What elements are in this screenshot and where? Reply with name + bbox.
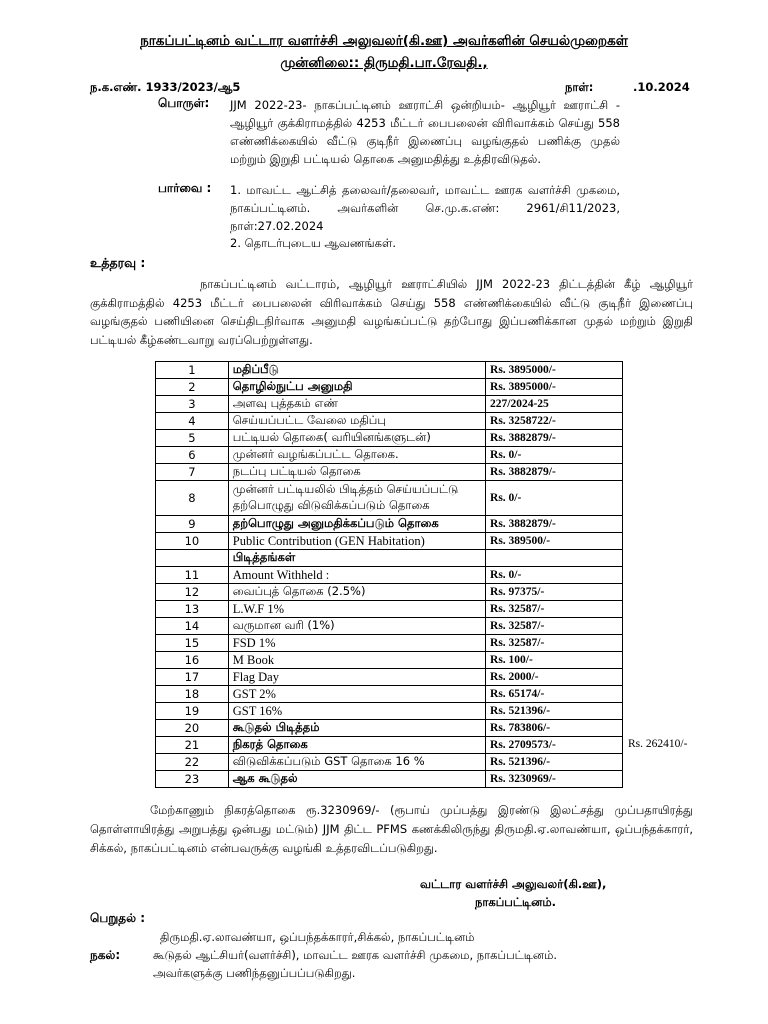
row-description: முன்னர் பட்டியலில் பிடித்தம் செய்யப்பட்டு தற்பொழுது விடுவிக்கப்படும் தொகை <box>228 481 485 516</box>
row-number: 22 <box>156 754 229 771</box>
final-paragraph <box>90 801 693 858</box>
row-amount: Rs. 3230969/- <box>486 771 623 788</box>
table-row <box>156 533 623 550</box>
table-row <box>156 618 623 635</box>
table-row <box>156 686 623 703</box>
row-number: 10 <box>156 533 229 550</box>
row-amount: Rs. 3882879/- <box>486 516 623 533</box>
row-amount: Rs. 3882879/- <box>486 464 623 481</box>
row-description: GST 16% <box>228 703 485 720</box>
subject-text: JJM 2022-23- நாகப்பட்டினம் ஊராட்சி ஒன்றியம்- ஆழியூர் ஊராட்சி - ஆழியூர் குக்கிராமத்தில் 4253 மீட்டர் பைபலைன் விரிவாக்கம் செய்து 558 எண்ணிக்கையில் வீட்டு குடிநீர் இணைப்பு வழங்குதல் பணிக்கு முதல் மற்றும் இறுதி பட்டியல் தொகை அனுமதித்து உத்திரவிடுதல். <box>230 98 620 166</box>
row-number: 2 <box>156 379 229 396</box>
row-amount: Rs. 0/- <box>486 481 623 516</box>
row-description: அளவு புத்தகம் எண் <box>228 396 485 413</box>
row-description: பட்டியல் தொகை( வரியினங்களுடன்) <box>228 430 485 447</box>
row-number: 5 <box>156 430 229 447</box>
row-amount: Rs. 0/- <box>486 447 623 464</box>
row-number: 7 <box>156 464 229 481</box>
row-description: நடப்பு பட்டியல் தொகை <box>228 464 485 481</box>
table-row <box>156 464 623 481</box>
table-row <box>156 601 623 618</box>
signatory-place: நாகப்பட்டினம். <box>475 895 556 909</box>
reference-number: ந.க.எண். 1933/2023/ஆ5 <box>90 80 241 94</box>
row-amount: Rs. 521396/- <box>486 703 623 720</box>
side-note-amount: Rs. 262410/- <box>628 738 688 750</box>
table-row <box>156 669 623 686</box>
copy-line-2: அவர்களுக்கு பணிந்தனுப்பப்படுகிறது. <box>153 966 356 980</box>
row-description: FSD 1% <box>228 635 485 652</box>
row-amount: Rs. 32587/- <box>486 635 623 652</box>
table-row <box>156 481 623 516</box>
row-number: 19 <box>156 703 229 720</box>
row-amount: Rs. 783806/- <box>486 720 623 737</box>
row-number: 23 <box>156 771 229 788</box>
row-number: 9 <box>156 516 229 533</box>
amount-table <box>155 361 623 788</box>
row-amount: Rs. 3895000/- <box>486 379 623 396</box>
row-amount: Rs. 32587/- <box>486 618 623 635</box>
row-amount: Rs. 2000/- <box>486 669 623 686</box>
row-description: செய்யப்பட்ட வேலை மதிப்பு <box>228 413 485 430</box>
table-row <box>156 737 623 754</box>
table-row <box>156 567 623 584</box>
order-label: உத்தரவு : <box>90 255 146 270</box>
row-description: தற்பொழுது அனுமதிக்கப்படும் தொகை <box>228 516 485 533</box>
order-text-content: நாகப்பட்டினம் வட்டாரம், ஆழியூர் ஊராட்சியில் JJM 2022-23 திட்டத்தின் கீழ் ஆழியூர் குக்கிராமத்தில் 4253 மீட்டர் பைபலைன் விரிவாக்கம் செய்து 558 எண்ணிக்கையில் வீட்டு குடிநீர் இணைப்பு வழங்குதல் பணியினை செய்திடநிர்வாக அனுமதி வழங்கப்பட்டு தற்போது இப்பணிக்கான முதல் மற்றும் இறுதி பட்டியல் கீழ்கண்டவாறு வரப்பெற்றுள்ளது. <box>90 277 693 347</box>
row-description: நிகரத் தொகை <box>228 737 485 754</box>
row-description: மதிப்பீடு <box>228 362 485 379</box>
presiding-officer: முன்னிலை:: திருமதி.பா.ரேவதி., <box>280 55 488 71</box>
row-description: ஆக கூடுதல் <box>228 771 485 788</box>
row-description: விடுவிக்கப்படும் GST தொகை 16 % <box>228 754 485 771</box>
copy-label: நகல்: <box>90 948 121 962</box>
row-amount: Rs. 3258722/- <box>486 413 623 430</box>
row-amount: Rs. 0/- <box>486 567 623 584</box>
row-description: பிடித்தங்கள் <box>228 550 485 567</box>
row-amount: Rs. 3895000/- <box>486 362 623 379</box>
row-description: Amount Withheld : <box>228 567 485 584</box>
row-description: L.W.F 1% <box>228 601 485 618</box>
row-description: வைப்புத் தொகை (2.5%) <box>228 584 485 601</box>
row-number: 16 <box>156 652 229 669</box>
receiver-label: பெறுதல் : <box>90 911 146 925</box>
table-row <box>156 396 623 413</box>
row-description: தொழில்நுட்ப அனுமதி <box>228 379 485 396</box>
row-amount: Rs. 65174/- <box>486 686 623 703</box>
document-title: நாகப்பட்டினம் வட்டார வளர்ச்சி அலுவலர்(கி.ஊ) அவர்களின் செயல்முறைகள் <box>140 33 628 49</box>
table-row <box>156 430 623 447</box>
signatory-designation: வட்டார வளர்ச்சி அலுவலர்(கி.ஊ), <box>420 877 607 891</box>
table-row <box>156 362 623 379</box>
row-amount: Rs. 32587/- <box>486 601 623 618</box>
date-label: நாள்: <box>565 80 594 94</box>
reference-1: 1. மாவட்ட ஆட்சித் தலைவர்/தலைவர், மாவட்ட ஊரக வளர்ச்சி முகமை, நாகப்பட்டினம். அவர்களின் செ.மு.க.எண்: 2961/சி11/2023, நாள்:27.02.2024 <box>230 183 620 233</box>
table-row <box>156 771 623 788</box>
row-amount: Rs. 2709573/- <box>486 737 623 754</box>
subject-label: பொருள்: <box>158 96 210 110</box>
date-value: .10.2024 <box>633 80 690 94</box>
row-number: 6 <box>156 447 229 464</box>
row-description: Public Contribution (GEN Habitation) <box>228 533 485 550</box>
row-description: வருமான வரி (1%) <box>228 618 485 635</box>
table-row <box>156 516 623 533</box>
row-amount: Rs. 100/- <box>486 652 623 669</box>
row-number: 15 <box>156 635 229 652</box>
table-row <box>156 754 623 771</box>
row-number: 12 <box>156 584 229 601</box>
row-description: GST 2% <box>228 686 485 703</box>
row-number <box>156 550 229 567</box>
row-description: கூடுதல் பிடித்தம் <box>228 720 485 737</box>
row-amount: Rs. 97375/- <box>486 584 623 601</box>
row-number: 1 <box>156 362 229 379</box>
row-amount: Rs. 3882879/- <box>486 430 623 447</box>
row-description: முன்னர் வழங்கப்பட்ட தொகை. <box>228 447 485 464</box>
copy-line-1: கூடுதல் ஆட்சியர்(வளர்ச்சி), மாவட்ட ஊரக வளர்ச்சி முகமை, நாகப்பட்டினம். <box>153 948 557 962</box>
row-number: 20 <box>156 720 229 737</box>
table-row <box>156 652 623 669</box>
row-amount: Rs. 521396/- <box>486 754 623 771</box>
row-number: 11 <box>156 567 229 584</box>
row-number: 4 <box>156 413 229 430</box>
table-row <box>156 635 623 652</box>
row-number: 18 <box>156 686 229 703</box>
table-row <box>156 379 623 396</box>
table-row <box>156 584 623 601</box>
row-number: 21 <box>156 737 229 754</box>
row-number: 17 <box>156 669 229 686</box>
order-text <box>90 275 693 349</box>
row-number: 3 <box>156 396 229 413</box>
row-number: 13 <box>156 601 229 618</box>
row-number: 8 <box>156 481 229 516</box>
table-row <box>156 720 623 737</box>
references-label: பார்வை : <box>158 181 212 195</box>
row-amount: 227/2024-25 <box>486 396 623 413</box>
table-row <box>156 550 623 567</box>
row-amount <box>486 550 623 567</box>
row-description: M Book <box>228 652 485 669</box>
row-description: Flag Day <box>228 669 485 686</box>
reference-2: 2. தொடர்புடைய ஆவணங்கள். <box>230 236 396 250</box>
table-row <box>156 413 623 430</box>
row-number: 14 <box>156 618 229 635</box>
row-amount: Rs. 389500/- <box>486 533 623 550</box>
table-row <box>156 703 623 720</box>
table-row <box>156 447 623 464</box>
receiver-text: திருமதி.ஏ.லாவண்யா, ஒப்பந்தக்காரர்,சிக்கல், நாகப்பட்டினம் <box>160 930 475 944</box>
final-paragraph-content: மேற்காணும் நிகரத்தொகை ரூ.3230969/- (ரூபாய் முப்பத்து இரண்டு இலட்சத்து முப்பதாயிரத்து தொள்ளாயிரத்து அறுபத்து ஒன்பது மட்டும்) JJM திட்ட PFMS கணக்கிலிருந்து திருமதி.ஏ.லாவண்யா, ஒப்பந்தக்காரர், சிக்கல், நாகப்பட்டினம் என்பவருக்கு வழங்கி உத்தரவிடப்படுகிறது. <box>90 803 693 855</box>
